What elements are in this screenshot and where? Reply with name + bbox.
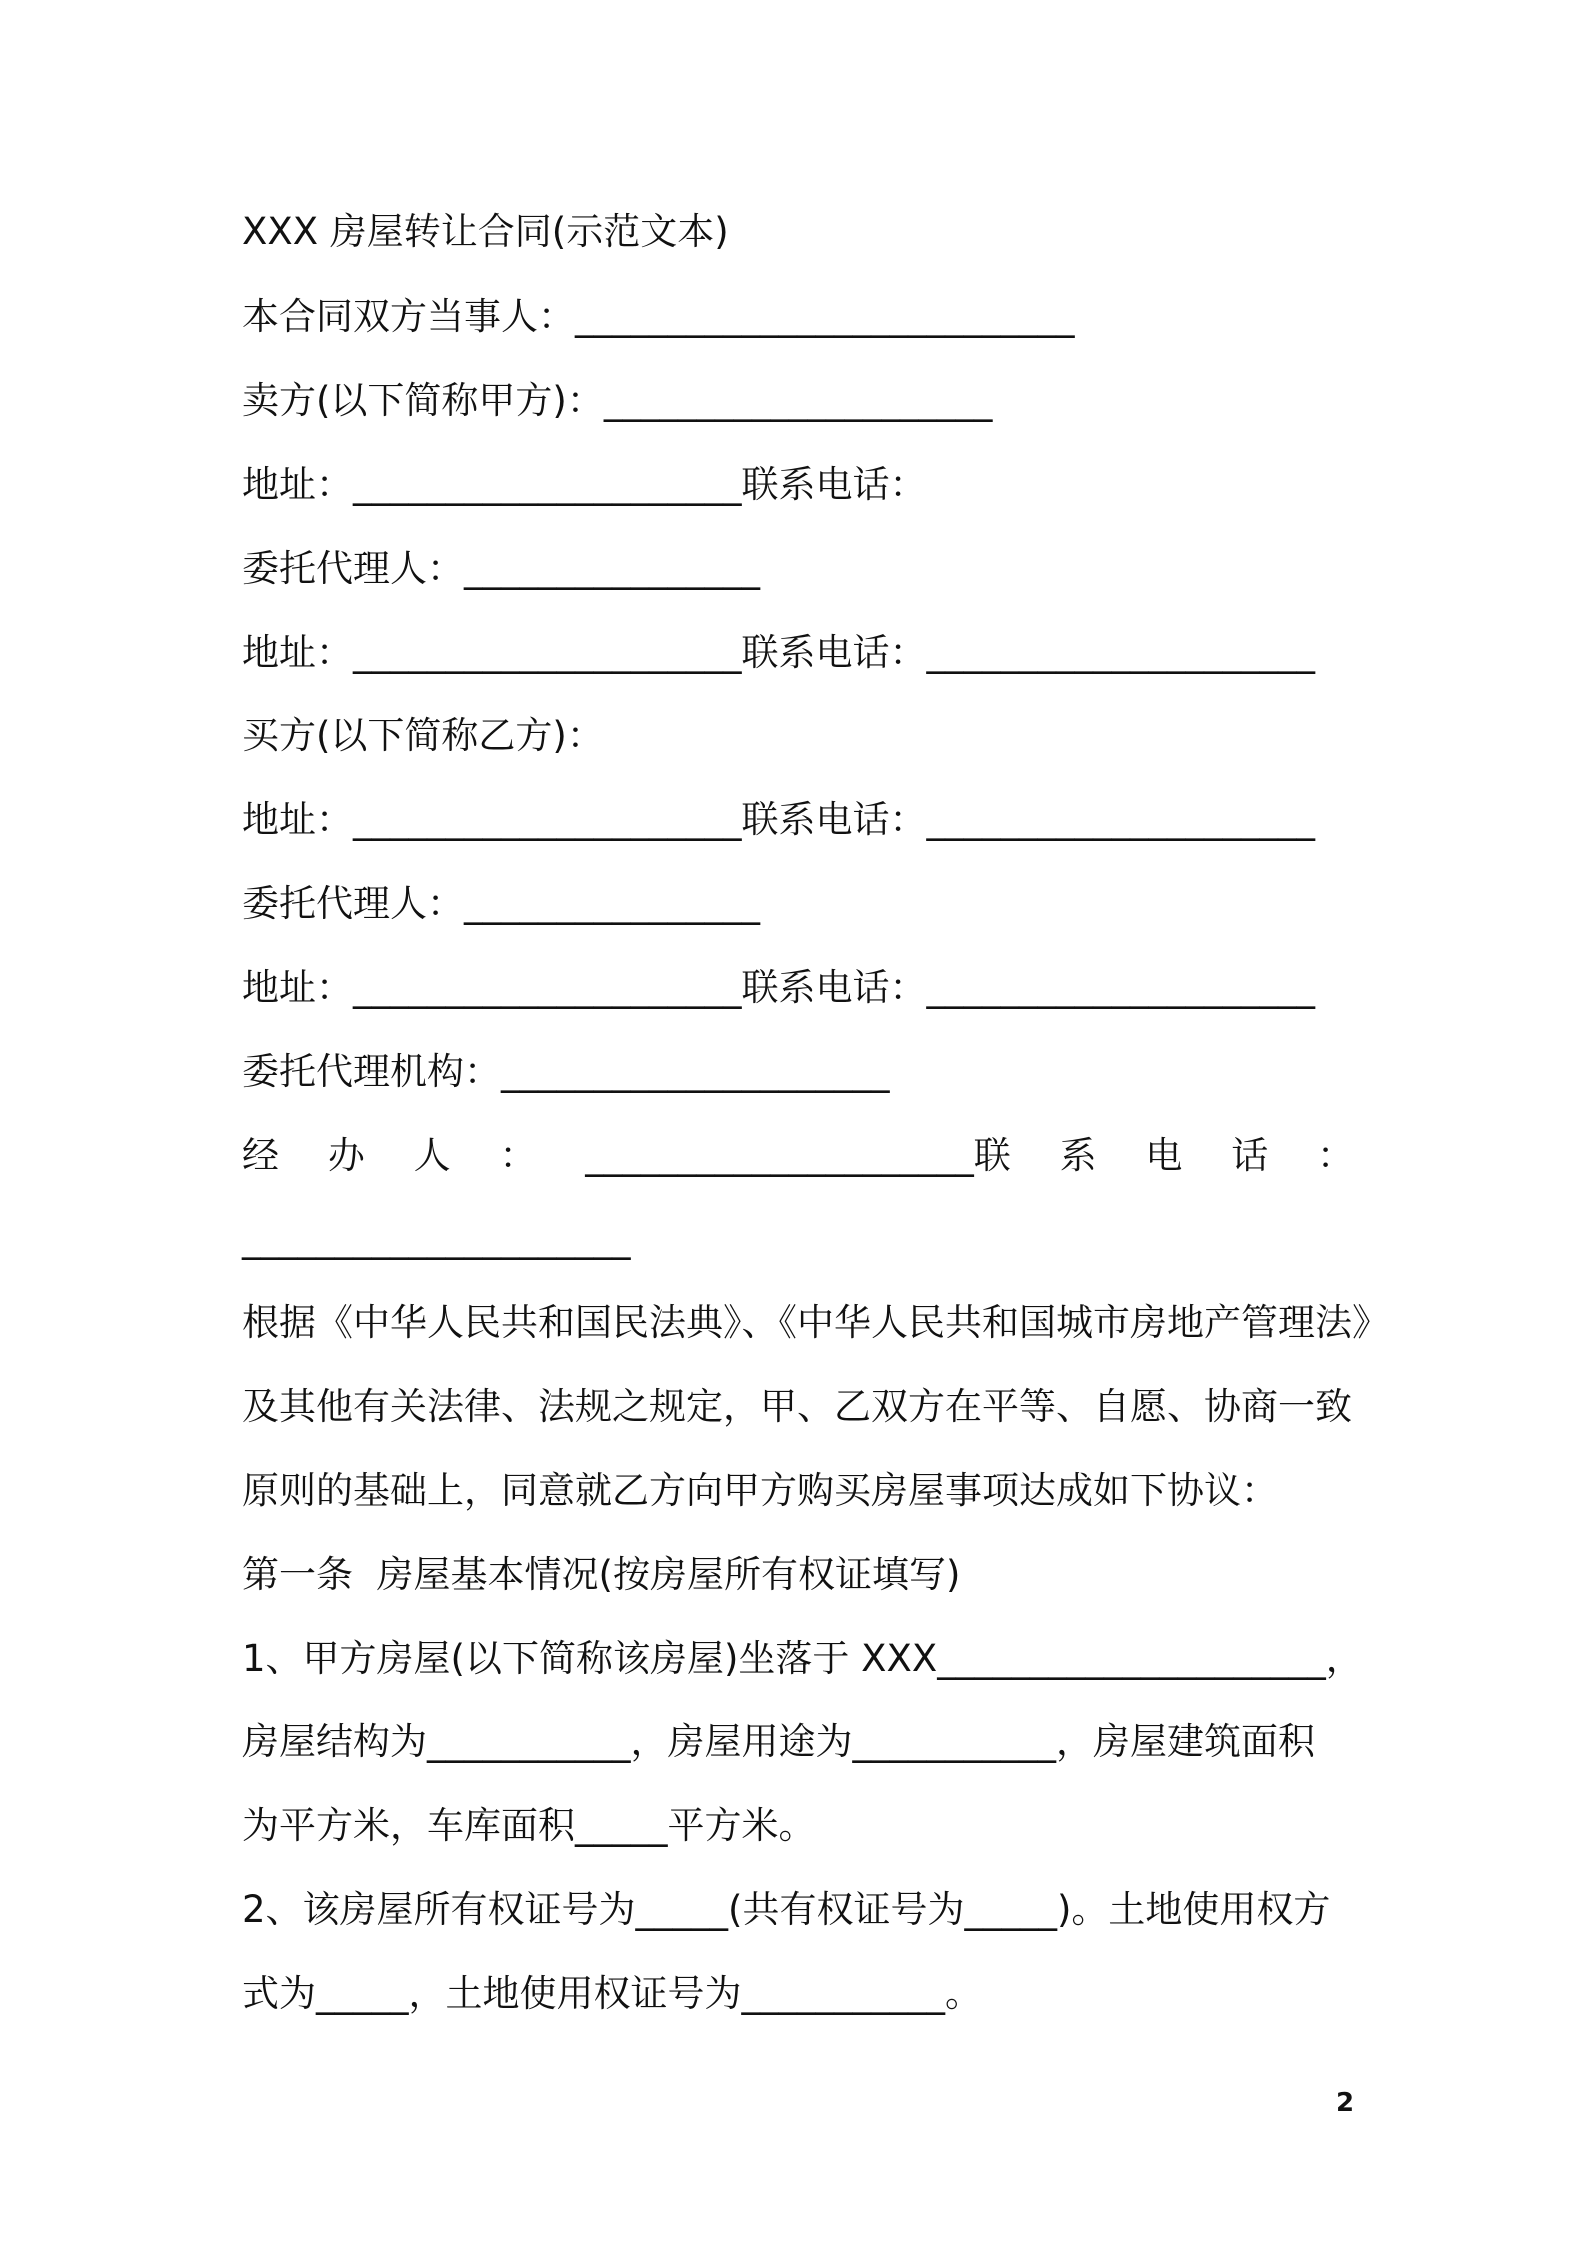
- handler-blank: _____________________联: [585, 1134, 1011, 1177]
- seller-agent-line: 委托代理人：________________: [242, 547, 760, 590]
- buyer-agent-line: 委托代理人：________________: [242, 882, 760, 925]
- seller-address-line: 地址：_____________________联系电话：: [242, 463, 927, 506]
- handler-char: 话: [1231, 1134, 1269, 1177]
- handler-char: 经: [242, 1134, 279, 1177]
- buyer-agent-address-line: 地址：_____________________联系电话：_____________________: [242, 966, 1315, 1009]
- agency-line: 委托代理机构：_____________________: [242, 1050, 890, 1093]
- paragraph-line: 为平方米，车库面积_____平方米。: [242, 1804, 816, 1847]
- handler-char: 系: [1059, 1134, 1097, 1177]
- paragraph-line: 1、甲方房屋(以下简称该房屋)坐落于 XXX_____________________，: [242, 1637, 1363, 1680]
- handler-phone-blank: _____________________: [242, 1217, 631, 1260]
- handler-char: ：: [499, 1134, 537, 1177]
- handler-char: 办: [327, 1134, 365, 1177]
- paragraph-line: 根据《中华人民共和国民法典》、《中华人民共和国城市房地产管理法》: [242, 1301, 1389, 1344]
- article-heading: 第一条 房屋基本情况(按房屋所有权证填写): [242, 1553, 961, 1596]
- seller-agent-address-line: 地址：_____________________联系电话：_____________________: [242, 631, 1315, 674]
- paragraph-line: 房屋结构为___________，房屋用途为___________，房屋建筑面积: [242, 1720, 1315, 1763]
- paragraph-line: 原则的基础上，同意就乙方向甲方购买房屋事项达成如下协议：: [242, 1469, 1278, 1512]
- handler-char: 人: [413, 1134, 451, 1177]
- parties-line: 本合同双方当事人：___________________________: [242, 295, 1075, 338]
- page-number: 2: [1336, 2088, 1355, 2118]
- paragraph-line: 及其他有关法律、法规之规定，甲、乙双方在平等、自愿、协商一致: [242, 1385, 1352, 1428]
- buyer-line: 买方(以下简称乙方)：: [242, 714, 604, 757]
- handler-line: [242, 1131, 1354, 1181]
- seller-line: 卖方(以下简称甲方)：_____________________: [242, 379, 993, 422]
- buyer-address-line: 地址：_____________________联系电话：_____________________: [242, 798, 1315, 841]
- handler-char: ：: [1317, 1134, 1354, 1177]
- paragraph-line: 2、该房屋所有权证号为_____(共有权证号为_____)。土地使用权方: [242, 1888, 1331, 1931]
- paragraph-line: 式为_____，土地使用权证号为___________。: [242, 1972, 982, 2015]
- document-title: XXX 房屋转让合同(示范文本): [242, 210, 729, 253]
- handler-char: 电: [1145, 1134, 1183, 1177]
